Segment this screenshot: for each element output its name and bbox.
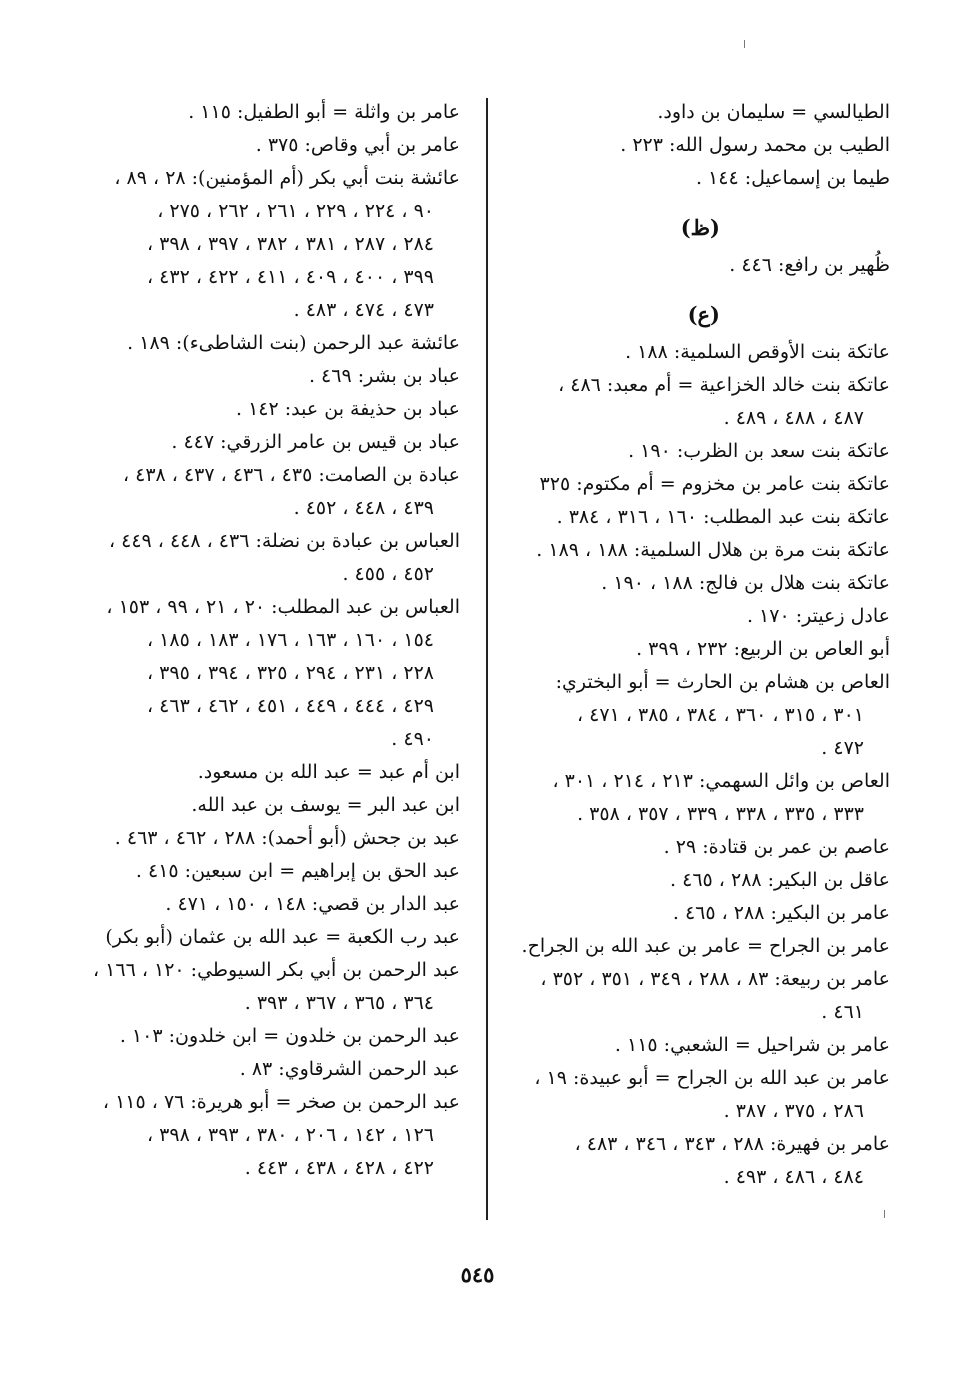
entry-text: عاتكة بنت عبد المطلب: ١٦٠ ، ٣١٦ ، ٣٨٤ . xyxy=(556,506,890,528)
index-entry xyxy=(512,897,890,930)
entry-text: عائشة بنت أبي بكر (أم المؤمنين): ٢٨ ، ٨٩ ، xyxy=(114,167,460,189)
entry-continuation: ١٢٦ ، ١٤٢ ، ٢٠٦ ، ٣٨٠ ، ٣٩٣ ، ٣٩٨ ، xyxy=(146,1124,434,1146)
entry-text: العاص بن وائل السهمي: ٢١٣ ، ٢١٤ ، ٣٠١ ، xyxy=(552,770,890,792)
index-entry xyxy=(88,393,460,426)
entry-text: عبد بن جحش (أبو أحمد): ٢٨٨ ، ٤٦٢ ، ٤٦٣ . xyxy=(114,827,460,849)
entry-text: عاتكة بنت هلال بن فالج: ١٨٨ ، ١٩٠ . xyxy=(601,572,890,594)
index-entry xyxy=(88,327,460,360)
index-entry xyxy=(88,426,460,459)
entry-text: عامر بن عبد الله بن الجراح = أبو عبيدة: ١٩ ، xyxy=(534,1067,890,1089)
entry-text: عاتكة بنت الأوقص السلمية: ١٨٨ . xyxy=(625,341,890,363)
index-entry xyxy=(512,831,890,864)
index-entry xyxy=(512,1062,890,1128)
entry-continuation: ٢٢٨ ، ٢٣١ ، ٢٩٤ ، ٣٢٥ ، ٣٩٤ ، ٣٩٥ ، xyxy=(146,662,434,684)
entry-continuation: ٤٨٤ ، ٤٨٦ ، ٤٩٣ . xyxy=(723,1166,864,1188)
index-entry xyxy=(512,369,890,435)
index-entry xyxy=(512,1029,890,1062)
scan-mark xyxy=(884,1210,885,1218)
index-entry xyxy=(88,1020,460,1053)
index-entry xyxy=(512,336,890,369)
index-entry xyxy=(512,930,890,963)
index-entry xyxy=(88,96,460,129)
index-entry xyxy=(88,525,460,591)
right-column xyxy=(512,96,890,1194)
entry-continuation: ٣٠١ ، ٣١٥ ، ٣٦٠ ، ٣٨٤ ، ٣٨٥ ، ٤٧١ ، xyxy=(576,704,864,726)
entry-text: عامر بن فهيرة: ٢٨٨ ، ٣٤٣ ، ٣٤٦ ، ٤٨٣ ، xyxy=(574,1133,890,1155)
index-entry xyxy=(88,855,460,888)
entry-text: عبد الرحمن بن صخر = أبو هريرة: ٧٦ ، ١١٥ ، xyxy=(102,1091,460,1113)
entry-text: عباد بن قيس بن عامر الزرقي: ٤٤٧ . xyxy=(171,431,460,453)
entry-continuation: ٩٠ ، ٢٢٤ ، ٢٢٩ ، ٢٦١ ، ٢٦٢ ، ٢٧٥ ، xyxy=(157,200,434,222)
index-entry xyxy=(512,963,890,1029)
index-entry xyxy=(512,567,890,600)
index-entry xyxy=(512,600,890,633)
entry-text: عباد بن بشر: ٤٦٩ . xyxy=(308,365,460,387)
left-column xyxy=(88,96,460,1185)
entry-text: عاتكة بنت مرة بن هلال السلمية: ١٨٨ ، ١٨٩ . xyxy=(536,539,890,561)
entry-text: أبو العاص بن الربيع: ٢٣٢ ، ٣٩٩ . xyxy=(636,638,890,660)
index-entry xyxy=(512,501,890,534)
entry-text: عاصم بن عمر بن قتادة: ٢٩ . xyxy=(663,836,890,858)
index-entry xyxy=(88,1053,460,1086)
entry-text: عاقل بن البكير: ٢٨٨ ، ٤٦٥ . xyxy=(670,869,890,891)
index-entry xyxy=(88,360,460,393)
entry-continuation: ٤٩٠ . xyxy=(391,728,434,750)
entry-text: ابن عبد البر = يوسف بن عبد الله. xyxy=(191,794,460,816)
index-entry xyxy=(88,591,460,756)
entry-text: عادل زعيتر: ١٧٠ . xyxy=(746,605,890,627)
index-entry xyxy=(512,435,890,468)
entry-text: عائشة عبد الرحمن (بنت الشاطىء): ١٨٩ . xyxy=(127,332,460,354)
entry-continuation: ٤٢٩ ، ٤٤٤ ، ٤٤٩ ، ٤٥١ ، ٤٦٢ ، ٤٦٣ ، xyxy=(146,695,434,717)
entry-continuation: ٤٦١ . xyxy=(821,1001,864,1023)
index-entry xyxy=(512,765,890,831)
entry-text: عباد بن حذيفة بن عبد: ١٤٢ . xyxy=(236,398,460,420)
index-entry xyxy=(88,822,460,855)
index-entry xyxy=(88,789,460,822)
index-entry xyxy=(512,249,890,282)
entry-continuation: ٤٥٢ ، ٤٥٥ . xyxy=(342,563,434,585)
entry-continuation: ٤٢٢ ، ٤٢٨ ، ٤٣٨ ، ٤٤٣ . xyxy=(244,1157,434,1179)
index-entry xyxy=(512,534,890,567)
index-entry xyxy=(88,1086,460,1185)
index-entry xyxy=(88,888,460,921)
entry-text: عبد رب الكعبة = عبد الله بن عثمان (أبو بكر) xyxy=(105,926,460,948)
index-entry xyxy=(512,864,890,897)
index-entry xyxy=(88,954,460,1020)
entry-text: العباس بن عبادة بن نضلة: ٤٣٦ ، ٤٤٨ ، ٤٤٩ ، xyxy=(108,530,460,552)
entry-continuation: ٤٨٧ ، ٤٨٨ ، ٤٨٩ . xyxy=(723,407,864,429)
entry-text: عامر بن ربيعة: ٨٣ ، ٢٨٨ ، ٣٤٩ ، ٣٥١ ، ٣٥٢ ، xyxy=(540,968,890,990)
entry-text: عامر بن واثلة = أبو الطفيل: ١١٥ . xyxy=(188,101,460,123)
entry-continuation: ٤٧٢ . xyxy=(821,737,864,759)
scan-mark xyxy=(744,40,745,48)
entry-continuation: ٣٦٤ ، ٣٦٥ ، ٣٦٧ ، ٣٩٣ . xyxy=(244,992,434,1014)
entry-continuation: ٤٧٣ ، ٤٧٤ ، ٤٨٣ . xyxy=(293,299,434,321)
entry-continuation: ١٥٤ ، ١٦٠ ، ١٦٣ ، ١٧٦ ، ١٨٣ ، ١٨٥ ، xyxy=(146,629,434,651)
entry-text: عامر بن الجراح = عامر بن عبد الله بن الجراح. xyxy=(521,935,890,957)
index-entry xyxy=(512,162,890,195)
column-divider xyxy=(486,98,488,1220)
index-entry xyxy=(88,162,460,327)
entry-continuation: ٣٣٣ ، ٣٣٥ ، ٣٣٨ ، ٣٣٩ ، ٣٥٧ ، ٣٥٨ . xyxy=(577,803,864,825)
entry-continuation: ٣٩٩ ، ٤٠٠ ، ٤٠٩ ، ٤١١ ، ٤٢٢ ، ٤٣٢ ، xyxy=(146,266,434,288)
entry-text: ابن أم عبد = عبد الله بن مسعود. xyxy=(197,761,460,783)
entry-text: الطيب بن محمد رسول الله: ٢٢٣ . xyxy=(620,134,890,156)
entry-continuation: ٤٣٩ ، ٤٤٨ ، ٤٥٢ . xyxy=(293,497,434,519)
entry-text: عاتكة بنت خالد الخزاعية = أم معبد: ٤٨٦ ، xyxy=(558,374,890,396)
index-entry xyxy=(512,96,890,129)
index-entry xyxy=(512,1128,890,1194)
index-entry xyxy=(512,468,890,501)
section-header-zah: (ظ) xyxy=(680,215,720,240)
entry-text: عبد الرحمن بن أبي بكر السيوطي: ١٢٠ ، ١٦٦ ، xyxy=(92,959,460,981)
entry-continuation: ٢٨٦ ، ٣٧٥ ، ٣٨٧ . xyxy=(723,1100,864,1122)
entry-text: عبادة بن الصامت: ٤٣٥ ، ٤٣٦ ، ٤٣٧ ، ٤٣٨ ، xyxy=(122,464,460,486)
entry-text: الطيالسي = سليمان بن داود. xyxy=(657,101,890,123)
index-entry xyxy=(88,129,460,162)
entry-text: عبد الرحمن بن خلدون = ابن خلدون: ١٠٣ . xyxy=(119,1025,460,1047)
entry-text: طيما بن إسماعيل: ١٤٤ . xyxy=(695,167,890,189)
entry-text: العباس بن عبد المطلب: ٢٠ ، ٢١ ، ٩٩ ، ١٥٣ ، xyxy=(106,596,460,618)
entry-continuation: ٢٨٤ ، ٢٨٧ ، ٣٨١ ، ٣٨٢ ، ٣٩٧ ، ٣٩٨ ، xyxy=(146,233,434,255)
entry-text: عامر بن أبي وقاص: ٣٧٥ . xyxy=(255,134,460,156)
index-entry xyxy=(512,666,890,765)
section-header-ain: (ع) xyxy=(687,302,720,327)
page-number: ٥٤٥ xyxy=(460,1262,495,1287)
index-entry xyxy=(88,921,460,954)
entry-text: عبد الحق بن إبراهيم = ابن سبعين: ٤١٥ . xyxy=(135,860,460,882)
index-entry xyxy=(88,756,460,789)
entry-text: ظُهير بن رافع: ٤٤٦ . xyxy=(729,254,890,276)
entry-text: عبد الرحمن الشرقاوي: ٨٣ . xyxy=(239,1058,460,1080)
index-entry xyxy=(512,129,890,162)
entry-text: العاص بن هشام بن الحارث = أبو البختري: xyxy=(555,671,890,693)
index-entry xyxy=(88,459,460,525)
entry-text: عامر بن البكير: ٢٨٨ ، ٤٦٥ . xyxy=(672,902,890,924)
entry-text: عاتكة بنت عامر بن مخزوم = أم مكتوم: ٣٢٥ xyxy=(539,473,890,495)
entry-text: عبد الدار بن قصي: ١٤٨ ، ١٥٠ ، ٤٧١ . xyxy=(165,893,460,915)
entry-text: عامر بن شراحيل = الشعبي: ١١٥ . xyxy=(614,1034,890,1056)
entry-text: عاتكة بنت سعد بن الظرب: ١٩٠ . xyxy=(628,440,890,462)
index-entry xyxy=(512,633,890,666)
